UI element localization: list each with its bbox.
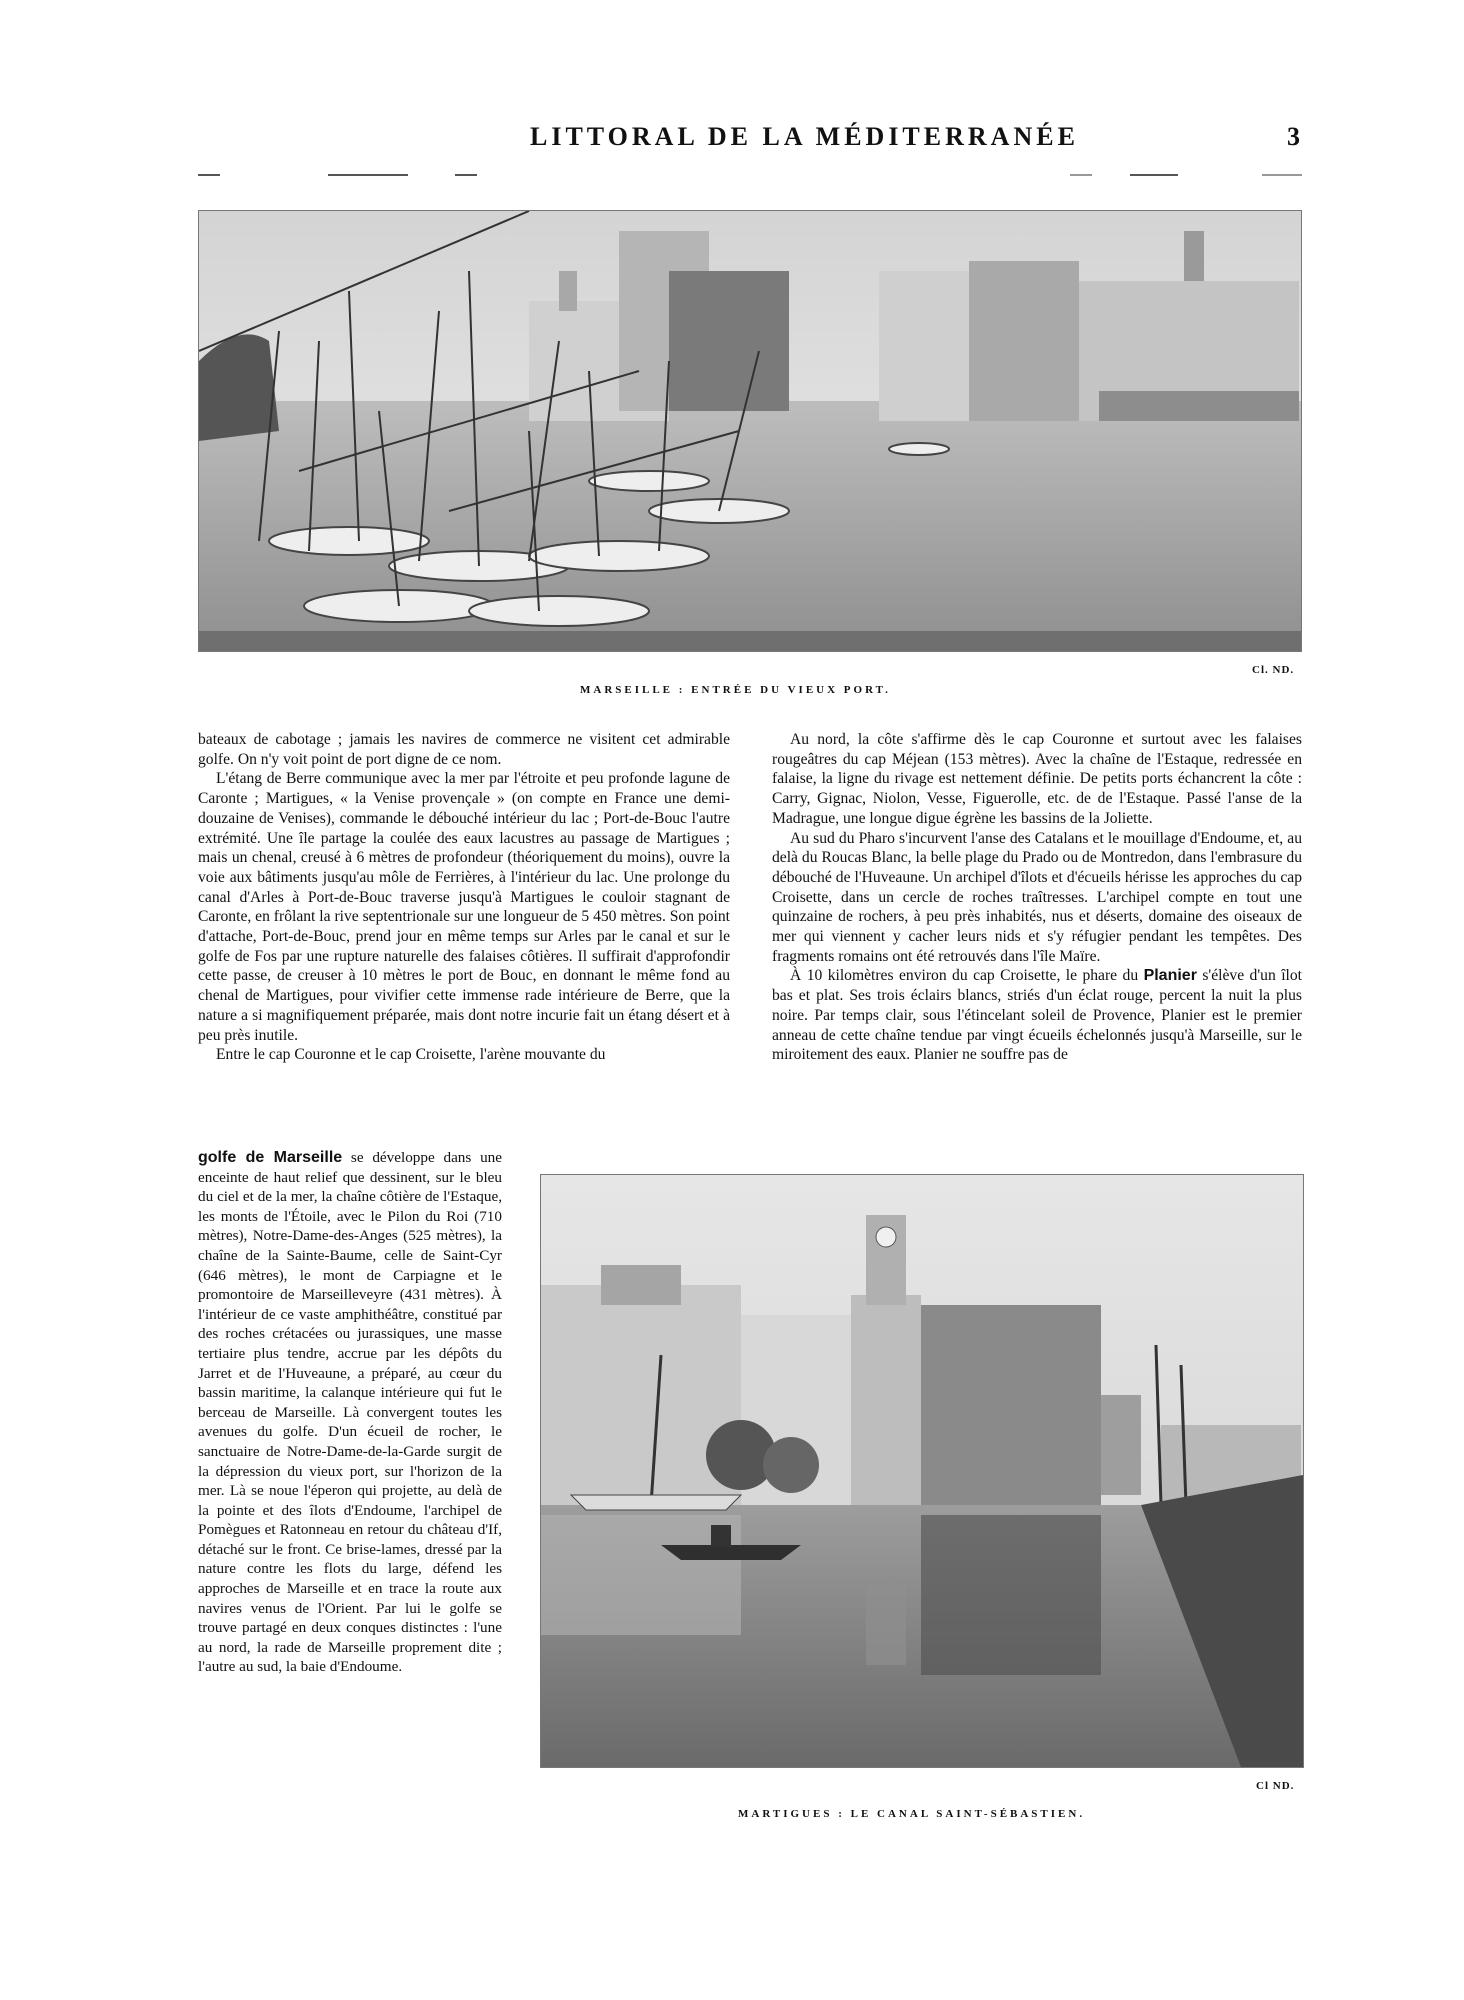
paragraph: Au sud du Pharo s'incurvent l'anse des Catalans et le mouillage d'Endoume, et, au delà du Roucas Blanc, la belle plage du Prado ou de Montredon, dans l'embrasure du débouché de l'Huveaune. Un archipel d'îlots et d'écueils hérisse les approches du cap Croisette, dans un cercle de roches traîtresses. L'archipel compte en tout une quinzaine de rochers, à peu près inhabités, nus et déserts, domaine des oiseaux de mer qui viennent y cacher leurs nids et s'y réfugier pendant les tempêtes. Des fragments romains ont été retrouvés dans l'île Maïre. — [772, 829, 1302, 965]
figure-credit: Cl. ND. — [1252, 664, 1295, 676]
photo-vieux-port — [198, 210, 1302, 652]
planier-text: s'élève d'un îlot bas et plat. Ses trois éclairs blancs, striés d'un éclat rouge, percent la nuit la plus noire. Par temps clair, sous l'étincelant soleil de Provence, Planier est le premier anneau de cette chaîne tendue par vingt écueils échelonnés jusqu'à Marseille, sur le miroitement des eaux. Planier ne souffre pas de — [772, 967, 1302, 1064]
canal-illustration — [541, 1175, 1303, 1767]
paragraph — [772, 966, 1302, 1065]
header-rule — [1130, 174, 1178, 176]
golfe-term: golfe de Marseille — [198, 1149, 343, 1166]
page-number: 3 — [1287, 122, 1300, 151]
running-head — [200, 122, 1300, 162]
left-column-top — [198, 730, 730, 1065]
running-title: LITTORAL DE LA MÉDITERRANÉE — [530, 122, 1079, 151]
header-rule — [1262, 174, 1302, 176]
paragraph — [198, 1148, 502, 1677]
header-rule — [455, 174, 477, 176]
right-column — [772, 730, 1302, 1065]
left-column-golfe — [198, 1148, 502, 1677]
planier-intro: À 10 kilomètres environ du cap Croisette, le phare du — [790, 967, 1144, 985]
header-rule — [1070, 174, 1092, 176]
paragraph: Entre le cap Couronne et le cap Croisette, l'arène mouvante du — [216, 1046, 606, 1064]
figure-credit: Cl ND. — [1256, 1780, 1295, 1792]
header-rule — [198, 174, 220, 176]
photo-martigues — [540, 1174, 1304, 1768]
planier-term: Planier — [1143, 967, 1197, 985]
figure-caption: MARSEILLE : ENTRÉE DU VIEUX PORT. — [580, 684, 891, 696]
header-rule — [328, 174, 408, 176]
golfe-text: se développe dans une enceinte de haut relief que dessinent, sur le bleu du ciel et de la mer, la chaîne côtière de l'Estaque, les monts de l'Étoile, avec le Pilon du Roi (710 mètres), Notre-Dame-des-Anges (525 mètres), la chaîne de la Sainte-Baume, celle de Saint-Cyr (646 mètres), le mont de Carpiagne et le promontoire de Marseilleveyre (431 mètres). À l'intérieur de ce vaste amphithéâtre, constitué par des roches crétacées ou jurassiques, une masse tertiaire plus tendre, accrue par les dépôts du Jarret et de l'Huveaune, a préparé, au cœur du bassin maritime, la calanque intérieure qui fut le berceau de Marseille. Là convergent toutes les avenues du golfe. D'un écueil de rocher, le sanctuaire de Notre-Dame-de-la-Garde surgit de la dépression du vieux port, sur l'horizon de la mer. Là se noue l'éperon qui projette, au delà de la pointe et des îlots d'Endoume, l'archipel de Pomègues et Ratonneau en retour du château d'If, détaché sur le front. Ce brise-lames, dressé par la nature contre les flots du large, défend les approches de Marseille et en trace la route aux navires venus de l'Orient. Par lui le golfe se trouve partagé en deux conques distinctes : l'une au nord, la rade de Marseille proprement dite ; l'autre au sud, la baie d'Endoume. — [198, 1149, 502, 1676]
harbor-illustration — [199, 211, 1301, 651]
figure-caption: MARTIGUES : LE CANAL SAINT-SÉBASTIEN. — [738, 1808, 1086, 1820]
paragraph: bateaux de cabotage ; jamais les navires de commerce ne visitent cet admirable golfe. On n'y voit point de port digne de ce nom. — [198, 731, 730, 768]
paragraph: L'étang de Berre communique avec la mer par l'étroite et peu profonde lagune de Caronte ; Martigues, « la Venise provençale » (on compte en France une demi-douzaine de Venises), commande le débouché intérieur du lac ; Port-de-Bouc l'autre extrémité. Une île partage la coulée des eaux lacustres au passage de Martigues ; mais un chenal, creusé à 6 mètres de profondeur (théoriquement du moins), ouvre la voie aux bâtiments jusqu'au môle de Ferrières, à l'intérieur du lac. Une prolonge du canal d'Arles à Port-de-Bouc traverse jusqu'à Martigues le couloir stagnant de Caronte, en frôlant la rive septentrionale sur une longueur de 5 450 mètres. Son point d'attache, Port-de-Bouc, prend jour en même temps sur Arles par le canal et sur le golfe de Fos par une rupture naturelle des falaises côtières. Il suffirait d'approfondir cette passe, de creuser à 10 mètres le port de Bouc, en donnant le même fond au chenal de Martigues, pour vivifier cette immense rade intérieure de Berre, que la nature a si magnifiquement préparée, mais dont notre incurie fait un étang désert et à peu près inutile. — [198, 770, 730, 1044]
paragraph: Au nord, la côte s'affirme dès le cap Couronne et surtout avec les falaises rougeâtres du cap Méjean (153 mètres). Avec la chaîne de l'Estaque, redressée en falaise, la ligne du rivage est nettement définie. De petits ports échancrent la côte : Carry, Gignac, Niolon, Vesse, Figuerolle, etc. de de l'Estaque. Passé l'anse de la Madrague, une longue digue égrène les bassins de la Joliette. — [772, 731, 1302, 827]
